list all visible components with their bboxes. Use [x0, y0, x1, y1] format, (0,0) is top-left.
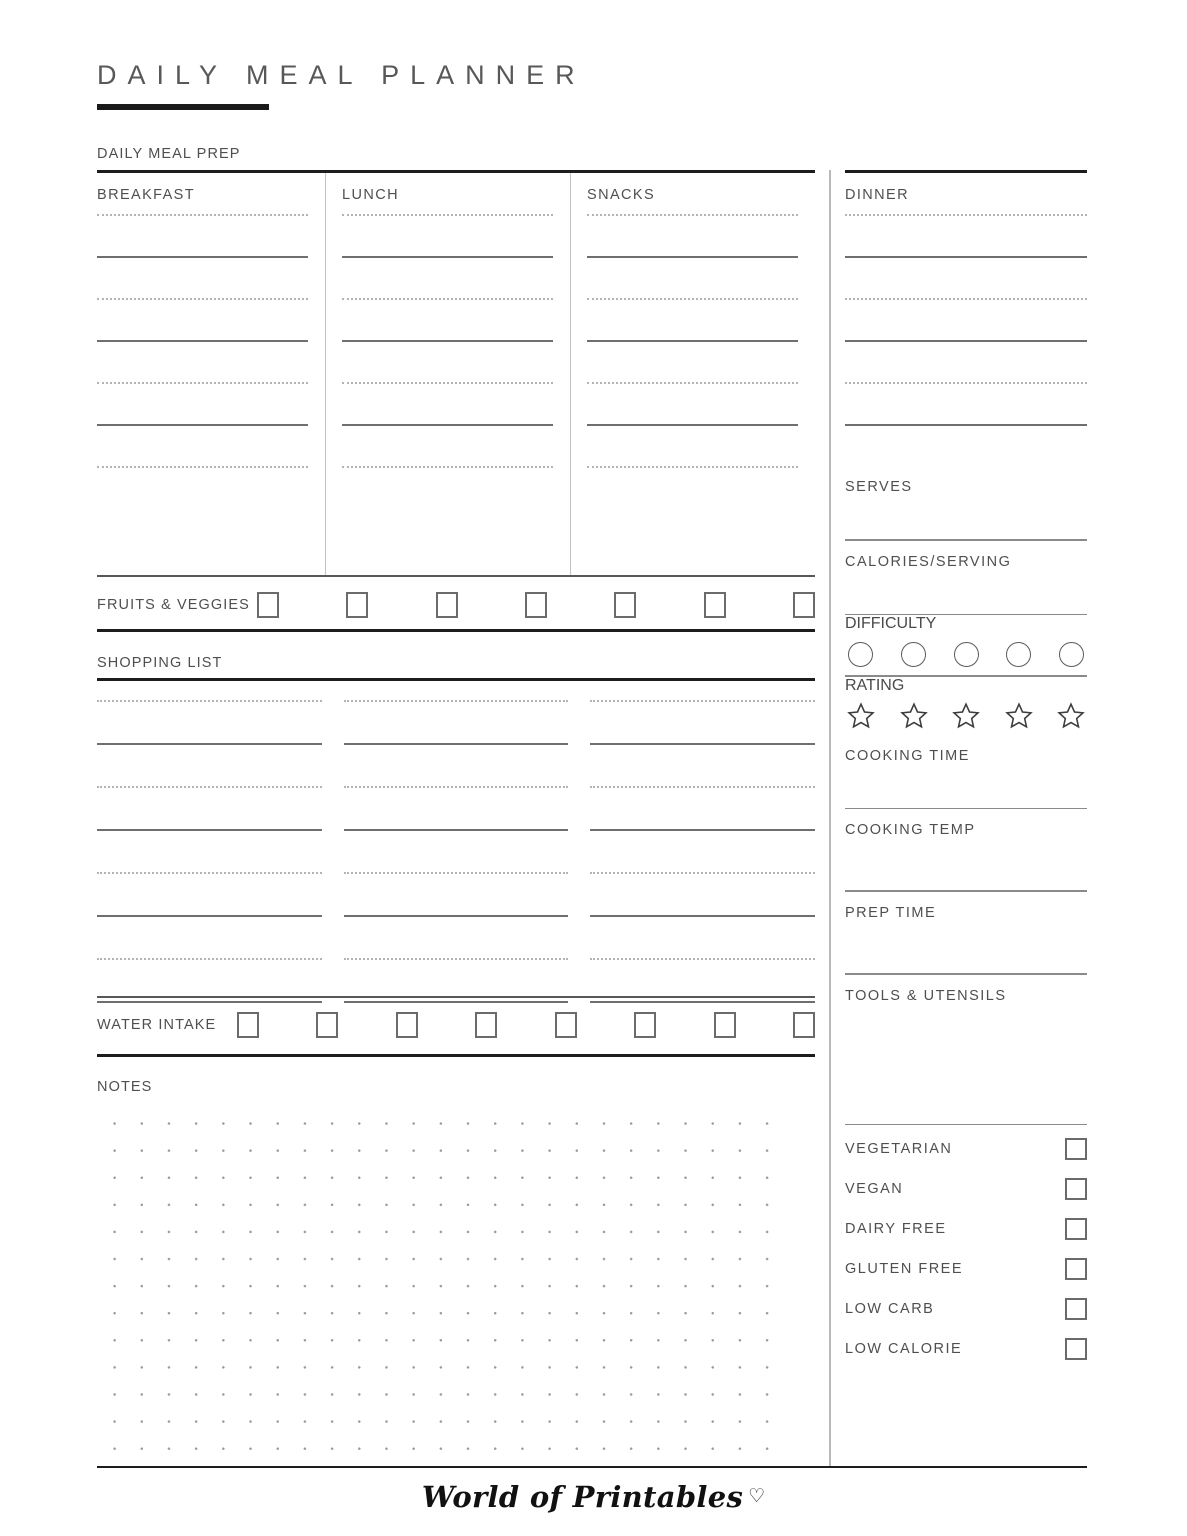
writing-line-dotted[interactable] — [342, 214, 553, 216]
writing-line-dotted[interactable] — [97, 298, 308, 300]
shopping-line-solid[interactable] — [590, 743, 815, 745]
diet-option-vegetarian[interactable] — [845, 1129, 1087, 1169]
serves-label: SERVES — [845, 479, 913, 495]
shopping-line-dotted[interactable] — [590, 958, 815, 960]
tools-utensils-field — [845, 975, 1087, 1126]
fruits-veggies-checkbox[interactable] — [525, 592, 547, 618]
meal-prep-grid — [97, 173, 815, 575]
fruits-veggies-checkbox[interactable] — [614, 592, 636, 618]
meal-prep-bottom-rule — [97, 575, 815, 577]
shopping-list-bottom-rule — [97, 996, 815, 998]
water-intake-checkbox[interactable] — [714, 1012, 736, 1038]
writing-line-solid[interactable] — [97, 424, 308, 426]
writing-line-solid[interactable] — [342, 256, 553, 258]
diet-option-checkbox[interactable] — [1065, 1258, 1087, 1280]
fruits-veggies-bottom-rule — [97, 629, 815, 632]
circle-icon[interactable] — [901, 642, 926, 667]
diet-option-label: LOW CALORIE — [845, 1341, 963, 1358]
meal-prep-column-lunch — [325, 173, 570, 575]
cooking-temp-write-area[interactable] — [845, 838, 1087, 890]
shopping-line-dotted[interactable] — [590, 872, 815, 874]
shopping-line-solid[interactable] — [97, 829, 322, 831]
diet-option-checkbox[interactable] — [1065, 1338, 1087, 1360]
shopping-list-top-rule — [97, 678, 815, 681]
dinner-line-dotted[interactable] — [845, 298, 1087, 300]
shopping-list-column — [590, 700, 815, 1044]
shopping-line-solid[interactable] — [590, 829, 815, 831]
rating-label: RATING — [845, 676, 905, 694]
writing-line-solid[interactable] — [342, 340, 553, 342]
water-intake-checkbox[interactable] — [237, 1012, 259, 1038]
fruits-veggies-checkbox[interactable] — [257, 592, 279, 618]
writing-line-dotted[interactable] — [97, 466, 308, 468]
prep-time-field — [845, 892, 1087, 975]
writing-line-dotted[interactable] — [587, 466, 798, 468]
writing-line-dotted[interactable] — [97, 214, 308, 216]
water-intake-checkbox[interactable] — [793, 1012, 815, 1038]
writing-line-solid[interactable] — [587, 256, 798, 258]
shopping-line-dotted[interactable] — [97, 786, 322, 788]
difficulty-field — [845, 615, 1087, 677]
dinner-line-dotted[interactable] — [845, 214, 1087, 216]
calories-per-serving-rule — [845, 614, 1087, 616]
fruits-veggies-checkbox[interactable] — [793, 592, 815, 618]
brand-name: World of Printables — [421, 1480, 744, 1514]
shopping-line-dotted[interactable] — [97, 700, 322, 702]
heart-icon: ♡ — [748, 1486, 766, 1507]
shopping-line-solid[interactable] — [344, 829, 569, 831]
shopping-line-solid[interactable] — [344, 915, 569, 917]
shopping-list-column — [344, 700, 569, 1044]
diet-option-label: VEGAN — [845, 1181, 904, 1198]
water-intake-checkbox[interactable] — [475, 1012, 497, 1038]
cooking-time-write-area[interactable] — [845, 764, 1087, 808]
circle-icon[interactable] — [848, 642, 873, 667]
writing-line-dotted[interactable] — [587, 214, 798, 216]
tools-utensils-rule — [845, 1124, 1087, 1126]
shopping-line-dotted[interactable] — [344, 872, 569, 874]
fruits-veggies-checkbox[interactable] — [346, 592, 368, 618]
writing-line-dotted[interactable] — [587, 298, 798, 300]
shopping-line-dotted[interactable] — [590, 700, 815, 702]
water-intake-checkbox[interactable] — [316, 1012, 338, 1038]
shopping-line-solid[interactable] — [590, 1001, 815, 1003]
star-icon[interactable] — [1056, 701, 1086, 730]
shopping-line-dotted[interactable] — [97, 958, 322, 960]
cooking-time-label: COOKING TIME — [845, 747, 970, 764]
diet-option-label: LOW CARB — [845, 1301, 935, 1318]
diet-option-gluten-free[interactable] — [845, 1249, 1087, 1289]
diet-option-label: VEGETARIAN — [845, 1141, 953, 1158]
writing-line-solid[interactable] — [587, 340, 798, 342]
fruits-veggies-checkbox[interactable] — [704, 592, 726, 618]
sidebar — [845, 173, 1087, 1369]
fruits-veggies-checkbox-strip — [257, 592, 815, 618]
meal-prep-column-header: SNACKS — [587, 187, 656, 203]
writing-line-solid[interactable] — [342, 424, 553, 426]
water-intake-label: WATER INTAKE — [97, 1017, 217, 1033]
diet-option-label: DAIRY FREE — [845, 1221, 947, 1238]
fruits-veggies-checkbox[interactable] — [436, 592, 458, 618]
shopping-list-label: SHOPPING LIST — [97, 655, 223, 671]
serves-field — [845, 466, 1087, 541]
cooking-temp-field — [845, 809, 1087, 892]
dinner-line-solid[interactable] — [845, 340, 1087, 342]
writing-line-dotted[interactable] — [342, 466, 553, 468]
diet-option-checkbox[interactable] — [1065, 1218, 1087, 1240]
shopping-line-solid[interactable] — [590, 915, 815, 917]
cooking-temp-label: COOKING TEMP — [845, 822, 976, 839]
diet-option-label: GLUTEN FREE — [845, 1261, 964, 1278]
meal-prep-column-header: LUNCH — [342, 187, 399, 203]
meal-prep-column-snacks — [570, 173, 815, 575]
calories-per-serving-label: CALORIES/SERVING — [845, 553, 1012, 570]
diet-options — [845, 1129, 1087, 1369]
writing-line-dotted[interactable] — [342, 382, 553, 384]
star-icon[interactable] — [846, 701, 876, 730]
star-icon[interactable] — [899, 701, 929, 730]
writing-line-dotted[interactable] — [342, 298, 553, 300]
shopping-line-dotted[interactable] — [590, 786, 815, 788]
sidebar-divider — [829, 170, 831, 1466]
diet-option-vegan[interactable] — [845, 1169, 1087, 1209]
shopping-line-dotted[interactable] — [344, 786, 569, 788]
diet-option-low-carb[interactable] — [845, 1289, 1087, 1329]
shopping-line-dotted[interactable] — [344, 700, 569, 702]
calories-per-serving-write-area[interactable] — [845, 570, 1087, 614]
water-intake-checkbox-strip — [237, 1012, 815, 1038]
shopping-line-solid[interactable] — [97, 743, 322, 745]
serves-write-area[interactable] — [845, 495, 1087, 539]
fruits-veggies-row — [97, 588, 815, 622]
rating-field — [845, 677, 1087, 735]
fruits-veggies-label: FRUITS & VEGGIES — [97, 597, 250, 613]
dinner-header: DINNER — [845, 187, 909, 203]
difficulty-label: DIFFICULTY — [845, 615, 937, 633]
water-intake-bottom-rule — [97, 1054, 815, 1057]
page-title: DAILY MEAL PLANNER — [97, 60, 586, 90]
writing-line-solid[interactable] — [587, 424, 798, 426]
dinner-line-solid[interactable] — [845, 424, 1087, 426]
writing-line-dotted[interactable] — [587, 382, 798, 384]
tools-utensils-label: TOOLS & UTENSILS — [845, 987, 1007, 1004]
rating-stars — [845, 695, 1087, 735]
page-title-block — [97, 60, 586, 110]
diet-option-dairy-free[interactable] — [845, 1209, 1087, 1249]
circle-icon[interactable] — [954, 642, 979, 667]
diet-option-low-calorie[interactable] — [845, 1329, 1087, 1369]
star-icon[interactable] — [951, 701, 981, 730]
shopping-line-dotted[interactable] — [344, 958, 569, 960]
shopping-line-solid[interactable] — [344, 743, 569, 745]
meal-prep-column-breakfast — [97, 173, 325, 575]
shopping-line-solid[interactable] — [97, 915, 322, 917]
water-intake-checkbox[interactable] — [396, 1012, 418, 1038]
water-intake-checkbox[interactable] — [555, 1012, 577, 1038]
cooking-time-field — [845, 735, 1087, 810]
dinner-line-dotted[interactable] — [845, 382, 1087, 384]
notes-label: NOTES — [97, 1079, 153, 1095]
prep-time-write-area[interactable] — [845, 921, 1087, 973]
footer-brand — [0, 1480, 1187, 1514]
water-intake-row — [97, 1008, 815, 1042]
meal-prep-column-header: BREAKFAST — [97, 187, 196, 203]
difficulty-options — [845, 633, 1087, 675]
diet-option-checkbox[interactable] — [1065, 1138, 1087, 1160]
circle-icon[interactable] — [1006, 642, 1031, 667]
shopping-line-solid[interactable] — [97, 1001, 322, 1003]
meal-prep-section-label: DAILY MEAL PREP — [97, 146, 241, 162]
page-bottom-rule — [97, 1466, 1087, 1468]
prep-time-label: PREP TIME — [845, 904, 937, 921]
notes-dot-grid[interactable] — [99, 1106, 793, 1451]
diet-option-checkbox[interactable] — [1065, 1178, 1087, 1200]
shopping-line-dotted[interactable] — [97, 872, 322, 874]
dinner-line-solid[interactable] — [845, 256, 1087, 258]
writing-line-dotted[interactable] — [97, 382, 308, 384]
shopping-list-column — [97, 700, 322, 1044]
diet-option-checkbox[interactable] — [1065, 1298, 1087, 1320]
circle-icon[interactable] — [1059, 642, 1084, 667]
writing-line-solid[interactable] — [97, 256, 308, 258]
shopping-list-grid — [97, 700, 815, 1044]
title-underline — [97, 104, 269, 110]
writing-line-solid[interactable] — [97, 340, 308, 342]
water-intake-checkbox[interactable] — [634, 1012, 656, 1038]
shopping-line-solid[interactable] — [344, 1001, 569, 1003]
star-icon[interactable] — [1004, 701, 1034, 730]
tools-utensils-write-area[interactable] — [845, 1004, 1087, 1124]
calories-per-serving-field — [845, 541, 1087, 616]
